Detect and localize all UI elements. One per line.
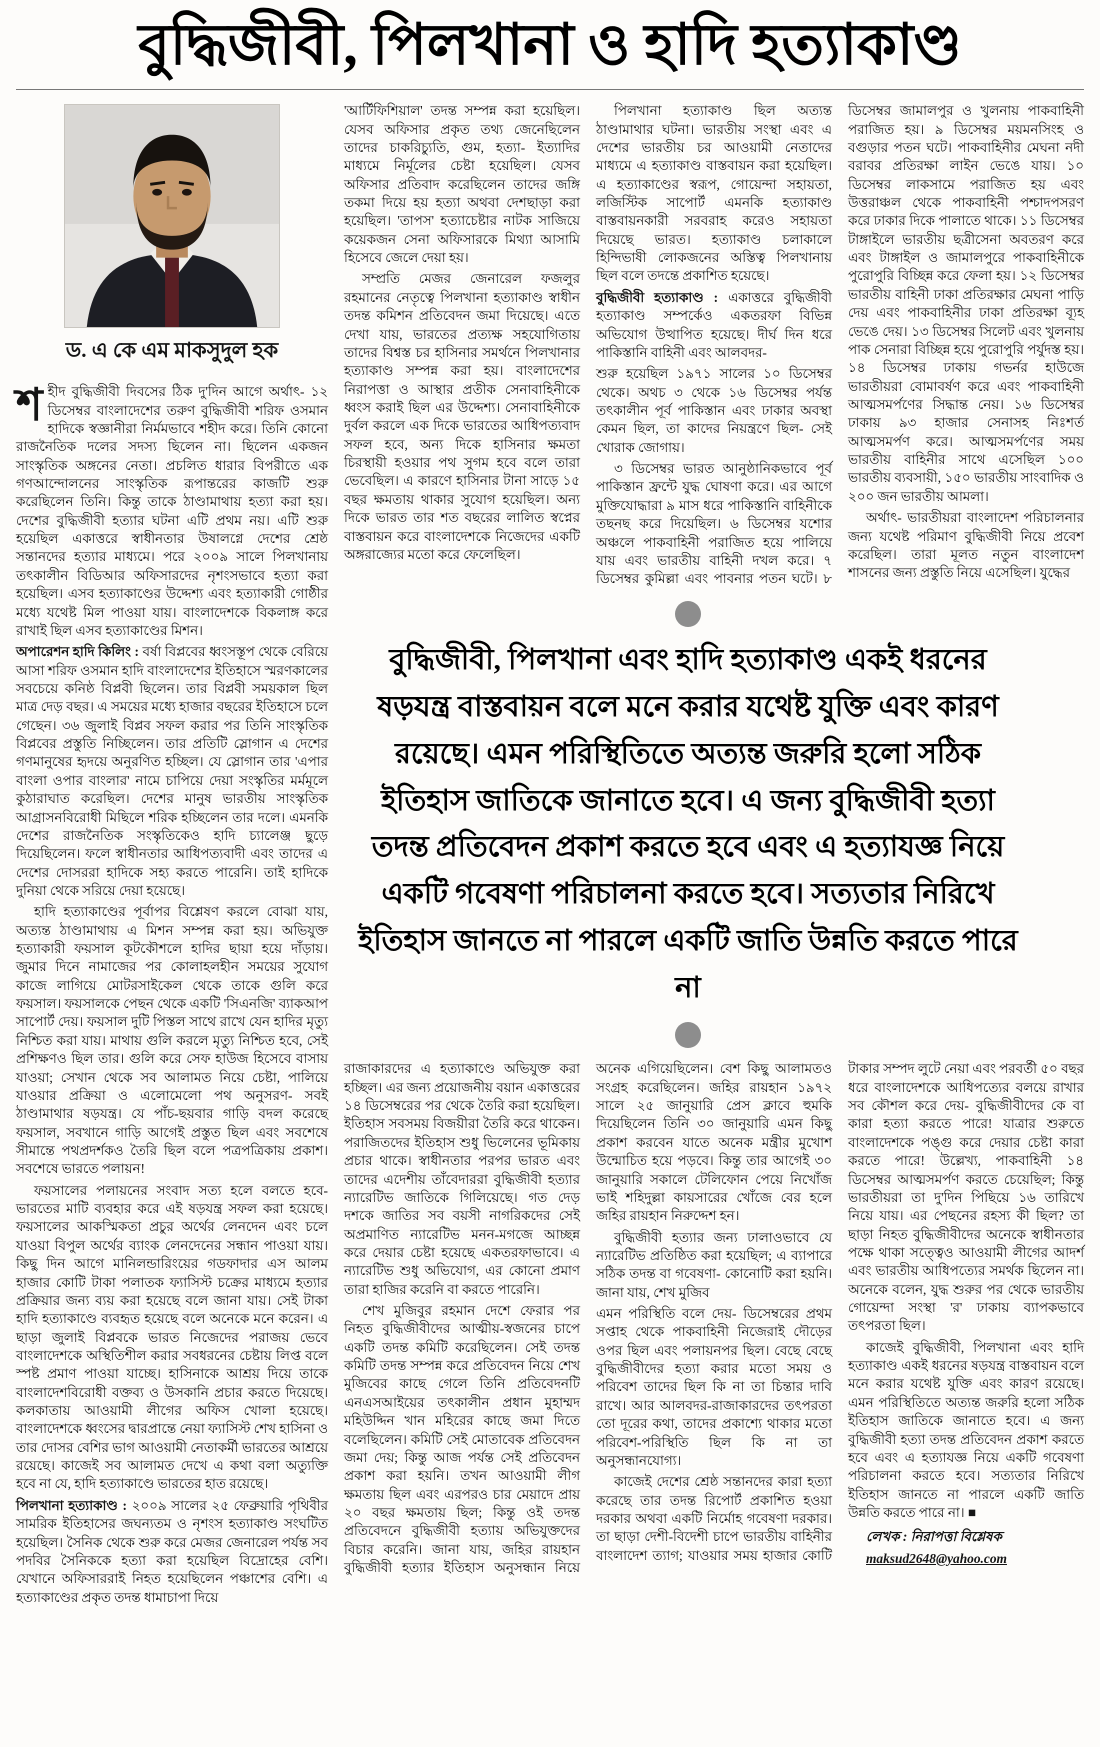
paragraph-text: বুদ্ধিজীবী হত্যার জন্য ঢালাওভাবে যে ন্যারেটিভ প্রতিষ্ঠিত করা হয়েছিল; এ ব্যাপারে সঠিক তদন্ত বা গবেষণা- কোনোটি করা হয়নি। জানা যায়, শেখ মুজিব [596,1229,832,1300]
paragraph-text: 'আর্টিফিশিয়াল' তদন্ত সম্পন্ন করা হয়েছিল। যেসব অফিসার প্রকৃত তথ্য জেনেছিলেন তাদের চাকরিচ্যুতি, গুম, হত্যা- ইত্যাদির মাধ্যমে নির্মূলের চেষ্টা হয়েছিল। যেসব অফিসার প্রতিবাদ করেছিলেন তাদের জঙ্গি তকমা দিয়ে হয় হত্যা অথবা দেশছাড়া করা হয়েছিল। 'তাপস' হত্যাচেষ্টার নাটক সাজিয়ে কয়েকজন সেনা অফিসারকে মিথ্যা আসামি হিসেবে জেলে দেয়া হয়। [344,103,580,266]
paragraph [596,1229,832,1302]
paragraph-text: শুরু হয়েছিল ১৯৭১ সালের ১০ ডিসেম্বর থেকে। অথচ ৩ থেকে ১৬ ডিসেম্বর পর্যন্ত তৎকালীন পূর্ব পাকিস্তান এবং ঢাকার অবস্থা কেমন ছিল, তা কাদের নিয়ন্ত্রণে ছিল- সেই খোরাক জোগায়। [596,366,832,455]
author-name: ড. এ কে এম মাকসুদুল হক [65,338,279,363]
paragraph-text: কাজেই দেশের শ্রেষ্ঠ সন্তানদের কারা হত্যা করেছে তার তদন্ত রিপোর্ট প্রকাশিত হওয়া দরকার অথবা একটি নির্মোহ গবেষণা দরকার। তা ছাড়া দেশী-বিদেশী চাপে ভারতীয় বাহিনীর বাংলাদেশ ত্যাগ; যাওয়ার সময় হাজার কোটি টাকার সম্পদ লুটে নেয়া এবং পরবর্তী ৫০ বছর ধরে বাংলাদেশকে আধিপত্যের বলয়ে রাখার সব কৌশল করে দেয়- বুদ্ধিজীবীদের কে বা কারা হত্যা করতে পারে! যাত্রার শুরুতে বাংলাদেশকে পঙ্গু করে দেয়ার চেষ্টা কারা করতে পারে! উল্লেখ্য, পাকবাহিনী ১৪ ডিসেম্বর আত্মসমর্পণ করতে চেয়েছিল; কিন্তু ভারতীয়রা তা দু'দিন পিছিয়ে ১৬ তারিখে নিয়ে যায়। এর পেছনের রহস্য কী ছিল? তা ছাড়া নিহত বুদ্ধিজীবীদের অনেকে স্বাধীনতার পক্ষে থাকা সত্ত্বেও আওয়ামী লীগের আদর্শ এবং ভারতীয় আধিপত্যের সমর্থক ছিলেন না। অনেকে বলেন, যুদ্ধ শুরুর পর থেকে ভারতীয় গোয়েন্দা সংস্থা 'র' ঢাকায় ব্যাপকভাবে তৎপরতা ছিল। [596,1061,1084,1563]
paragraph-text: এমন পরিস্থিতি বলে দেয়- ডিসেম্বরের প্রথম সপ্তাহ থেকে পাকবাহিনী নিজেরাই দৌড়ের ওপর ছিল এবং পলায়নপর ছিল। বেছে বেছে বুদ্ধিজীবীদের হত্যা করার মতো সময় ও পরিবেশ তাদের ছিল কি না তা চিন্তার দাবি রাখে। আর আলবদর-রাজাকারদের তৎপরতা তো দূরের কথা, তাদের প্রকাশ্যে থাকার মতো পরিবেশ-পরিস্থিতি ছিল কি না তা অনুসন্ধানযোগ্য। [596,1306,832,1468]
paragraph-text: রাজাকারদের এ হত্যাকাণ্ডে অভিযুক্ত করা হচ্ছিল। এর জন্য প্রয়োজনীয় বয়ান একাত্তরের ১৪ ডিসেম্বরের পর থেকে তৈরি করা হয়েছিল। ইতিহাস সবসময় বিজয়ীরা তৈরি করে থাকেন। পরাজিতদের ইতিহাস শুধু ভিলেনের ভূমিকায় প্রচার থাকে। স্বাধীনতার পরপর ভারত এবং তাদের এদেশীয় তাঁবেদাররা বুদ্ধিজীবী হত্যার ন্যারেটিভ জাতিকে গিলিয়েছে। গত দেড় দশকে জাতির সব বয়সী নাগরিকদের সেই অপ্রমাণিত ন্যারেটিভ মনন-মগজে আচ্ছন্ন করে দেয়ার চেষ্টা হয়েছে একতরফাভাবে। এ ন্যারেটিভ শুধু অভিযোগ, এর কোনো প্রমাণ তারা হাজির করেনি বা করতে পারেনি। [344,1061,580,1297]
article-bottom-section [344,1060,1084,1577]
pull-quote-dot-bottom [675,1022,701,1048]
author-email: maksud2648@yahoo.com [866,1550,1007,1566]
paragraph [16,1497,328,1607]
paragraph-text: অর্থাৎ- ভারতীয়রা বাংলাদেশ পরিচালনার জন্য যথেষ্ট পরিমাণ বুদ্ধিজীবী নিয়ে প্রবেশ করেছিল। তারা মূলত নতুন বাংলাদেশ শাসনের জন্য প্রস্তুতি নিয়ে এসেছিল। যুদ্ধের [848,510,1084,581]
paragraph-text: সম্প্রতি মেজর জেনারেল ফজলুর রহমানের নেতৃত্বে পিলখানা হত্যাকাণ্ড স্বাধীন তদন্ত কমিশন প্রতিবেদন জমা দিয়েছে। এতে দেখা যায়, ভারতের প্রত্যক্ষ সহযোগিতায় তাদের বিশ্বস্ত চর হাসিনার সমর্থনে পিলখানার হত্যাকাণ্ড সম্পন্ন করা হয়। বাংলাদেশের নিরাপত্তা ও আস্থার প্রতীক সেনাবাহিনীকে ধ্বংস করাই ছিল এর উদ্দেশ্য। সেনাবাহিনীকে দুর্বল করলে এক দিকে ভারতের আধিপত্যবাদ সফল হবে, অন্য দিকে হাসিনার ক্ষমতা চিরস্থায়ী হওয়ার পথ সুগম হবে বলে তারা ভেবেছিল। এ কারণে হাসিনার টানা সাড়ে ১৫ বছর ক্ষমতায় থাকার সুযোগ হয়েছিল। অন্য দিকে ভারত তার শত বছরের লালিত স্বপ্নের বাস্তবায়ন করে বাংলাদেশকে নিজেদের একটি অঙ্গরাজ্যের মতো করে ফেলেছিল। [344,271,580,562]
paragraph-text: পিলখানা হত্যাকাণ্ড ছিল অত্যন্ত ঠাণ্ডামাথার ঘটনা। ভারতীয় সংস্থা এবং এ দেশের ভারতীয় চর আওয়ামী নেতাদের মাধ্যমে এ হত্যাকাণ্ড বাস্তবায়ন করা হয়েছিল। এ হত্যাকাণ্ডের স্বরূপ, গোয়েন্দা সহায়তা, লজিস্টিক সাপোর্ট এমনকি হত্যাকাণ্ড বাস্তবায়নকারী সরবরাহ করেও সহায়তা দিয়েছে ভারত। হত্যাকাণ্ড চলাকালে হিন্দিভাষী লোকজনের অস্তিত্ব পিলখানায় ছিল বলে তদন্তে প্রকাশিত হয়েছে। [596,103,832,284]
paragraph [16,1182,328,1494]
section-heading-hadi-killing: অপারেশন হাদি কিলিং : [16,644,139,660]
author-photo [64,104,280,328]
paragraph-text: ফয়সালের পলায়নের সংবাদ সত্য হলে বলতে হবে- ভারতের মাটি ব্যবহার করে এই ষড়যন্ত্র সফল করা হয়েছে। ফয়সালের আকস্মিকতা প্রচুর অর্থের লেনদেন এবং চলে যাওয়া বিপুল অর্থের ব্যাংক লেনদেনের সন্ধান পাওয়া যায়। কিছু দিন আগে মানিলন্ডারিংয়ের গডফাদার এস আলম হাজার কোটি টাকা পলাতক ফ্যাসিস্ট চক্রের মাধ্যমে হত্যার প্রক্রিয়ার জন্য ব্যয় করা হয়েছে বলে জানা যায়। সেই টাকা হাদি হত্যাকাণ্ডে ব্যবহৃত হয়েছে বলে অনেকে মনে করেন। এ ছাড়া জুলাই বিপ্লবকে ভারত নিজেদের পরাজয় ভেবে বাংলাদেশকে অস্থিতিশীল করার সবধরনের চেষ্টায় লিপ্ত বলে স্পষ্ট প্রমাণ পাওয়া যাচ্ছে। হাসিনাকে আশ্রয় দিয়ে তাকে বাংলাদেশবিরোধী বক্তব্য ও উসকানি প্রচার করতে দিয়েছে। কলকাতায় আওয়ামী লীগের অফিস খোলা হয়েছে। বাংলাদেশকে ধ্বংসের দ্বারপ্রান্তে নেয়া ফ্যাসিস্ট শেখ হাসিনা ও তার দোসর বেশির ভাগ আওয়ামী নেতাকর্মী ভারতের আশ্রয়ে রয়েছে। কাজেই সব আলামত দেখে এ কথা বলা অত্যুক্তি হবে না যে, হাদি হত্যাকাণ্ডে ভারতের হাত রয়েছে। [16,1182,328,1492]
article-headline: বুদ্ধিজীবী, পিলখানা ও হাদি হত্যাকাণ্ড [138,14,962,77]
article-body [16,102,1084,1610]
article-column-right-area [344,102,1084,1577]
paragraph-text: ২০০৯ সালের ২৫ ফেব্রুয়ারি পৃথিবীর সামরিক ইতিহাসের জঘন্যতম ও নৃশংস হত্যাকাণ্ড সংঘটিত হয়েছিল। সৈনিক থেকে শুরু করে মেজর জেনারেল পর্যন্ত সব পদবির সৈনিককে হত্যা করা হয়েছিল বিদ্রোহের বেশি। যেখানে অফিসাররাই নিহত হয়েছিলেন পঞ্চাশের বেশি। এ হত্যাকাণ্ডের প্রকৃত তদন্ত ধামাচাপা দিয়ে [16,1497,329,1605]
paragraph [344,1060,580,1299]
paragraph-text: হাদি হত্যাকাণ্ডের পূর্বাপর বিশ্লেষণ করলে বোঝা যায়, অত্যন্ত ঠাণ্ডামাথায় এ মিশন সম্পন্ন করা হয়। অভিযুক্ত হত্যাকারী ফয়সাল কূটকৌশলে হাদির ছায়া হয়ে দাঁড়ায়। জুমার দিনে নামাজের পর কোলাহলহীন সময়ের সুযোগ কাজে লাগিয়ে মোটরসাইকেল থেকে তাকে গুলি করে ফয়সাল। ফয়সালকে পেছন থেকে একটি 'সিএনজি' ব্যাকআপ সাপোর্ট দেয়। ফয়সাল দুটি পিস্তল সাথে রাখে যেন হাদির মৃত্যু নিশ্চিত করা যায়। মাথায় গুলি করলে মৃত্যু নিশ্চিত হবে, সেই প্রশিক্ষণও ছিল তার। গুলি করে সেফ হাউজ হিসেবে বাসায় যাওয়া; সেখান থেকে সব আলামত নিয়ে চেষ্টা, পালিয়ে যাওয়ার প্রক্রিয়া ও এলোমেলো পথ অনুসরণ- সবই ঠাণ্ডামাথার ষড়যন্ত্র। যে পাঁচ-ছয়বার গাড়ি বদল করেছে ফয়সাল, সবখানে গাড়ি আগেই প্রস্তুত ছিল এবং সবশেষে সীমান্তে পথপ্রদর্শকও তৈরি ছিল বলে পত্রপত্রিকায় প্রকাশ। সবশেষে ভারতে পলায়ন! [16,904,328,1177]
paragraph-text: একাত্তরে বুদ্ধিজীবী হত্যাকাণ্ড সম্পর্কেও একতরফা বিভিন্ন অভিযোগ উত্থাপিত হয়েছে। দীর্ঘ দিন ধরে পাকিস্তানি বাহিনী এবং আলবদর- [596,289,833,360]
article-top-section [344,102,1084,588]
headline-divider [16,89,1084,90]
paragraph [344,102,580,267]
paragraph-text: হীদ বুদ্ধিজীবী দিবসের ঠিক দু'দিন আগে অর্থাৎ- ১২ ডিসেম্বর বাংলাদেশের তরুণ বুদ্ধিজীবী শরিফ ওসমান হাদিকে স্বজ্ঞানীরা নির্মমভাবে শহীদ করে। তিনি কোনো রাজনৈতিক দলের সদস্য ছিলেন না। ছিলেন একজন সাংস্কৃতিক অঙ্গনের নেতা। প্রচলিত ধারার বিপরীতে এক গণআন্দোলনের সাংস্কৃতিক রূপান্তরের কাজটি শুরু করেছিলেন তিনি। কিন্তু তাকে ঠাণ্ডামাথায় হত্যা করা হয়। দেশের বুদ্ধিজীবী হত্যার ঘটনা এটি প্রথম নয়। এটি শুরু হয়েছিল একাত্তরে স্বাধীনতার উষালগ্নে দেশের শ্রেষ্ঠ সন্তানদের হত্যার মাধ্যমে। পরে ২০০৯ সালে পিলখানায় তৎকালীন বিডিআর অফিসারদের নৃশংসভাবে হত্যা করা হয়েছিল। এসব হত্যাকাণ্ডের উদ্দেশ্য এবং হত্যাকারী গোষ্ঠীর মধ্যে যথেষ্ট মিল পাওয়া যায়। বাংলাদেশকে বিকলাঙ্গ করে রাখাই ছিল এসব হত্যাকাণ্ডের মিশন। [16,384,328,638]
article-column-left [16,102,328,1610]
paragraph [344,270,580,564]
section-heading-pilkhana: পিলখানা হত্যাকাণ্ড : [16,1497,127,1513]
paragraph [596,102,832,286]
drop-cap: শ [16,380,43,431]
pull-quote-block [352,601,1024,1049]
paragraph-text: বর্ষা বিপ্লবের ধ্বংসস্তূপ থেকে বেরিয়ে আসা শরিফ ওসমান হাদি বাংলাদেশের ইতিহাসে স্মরণকালের সবচেয়ে কনিষ্ঠ বিপ্লবী ছিলেন। তার বিপ্লবী সময়কাল ছিল মাত্র দেড় বছর। এ সময়ের মধ্যে হাজার বছরের ইতিহাসে চলে গেছেন। ৩৬ জুলাই বিপ্লব সফল করার পর তিনি সাংস্কৃতিক বিপ্লবের প্রস্তুতি নিচ্ছিলেন। তার প্রতিটি স্লোগান এ দেশের গণমানুষের হৃদয়ে অনুরণিত হচ্ছিল। যে স্লোগান তার 'এপার বাংলা ওপার বাংলার' নামে চাপিয়ে দেয়া সংস্কৃতির মর্মমূলে কুঠারাঘাত করেছিল। দেশের মানুষ ভারতীয় সাংস্কৃতিক আগ্রাসনবিরোধী মিছিলে শরিক হচ্ছিলেন তার দলে। এমনকি দেশের রাজনৈতিক সংস্কৃতিকেও হাদি চ্যালেঞ্জ ছুড়ে দিয়েছিলেন। ফলে স্বাধীনতার আধিপত্যবাদী এবং তাদের এ দেশের দোসররা হাদিকে সহ্য করতে পারেনি। তাই হাদিকে দুনিয়া থেকে সরিয়ে দেয়া হয়েছে। [16,644,328,898]
paragraph [16,903,328,1178]
paragraph [16,380,328,640]
paragraph-text: শেখ মুজিবুর রহমান দেশে ফেরার পর নিহত বুদ্ধিজীবীদের আত্মীয়-স্বজনের চাপে একটি তদন্ত কমিটি করেছিলেন। সেই তদন্ত কমিটি তদন্ত সম্পন্ন করে প্রতিবেদন নিয়ে শেখ মুজিবের কাছে গেলে তিনি প্রতিবেদনটি এনএসআইয়ের তৎকালীন প্রধান মুহাম্মদ মহিউদ্দিন খান মহিরের কাছে জমা দিতে বলেছিলেন। কমিটি সেই মোতাবেক প্রতিবেদন জমা দেয়; কিন্তু আজ পর্যন্ত সেই প্রতিবেদন প্রকাশ করা হয়নি। তখন আওয়ামী লীগ ক্ষমতায় ছিল এবং এরপরও চার মেয়াদে প্রায় ২০ বছর ক্ষমতায় ছিল; কিন্তু ওই তদন্ত প্রতিবেদনে বুদ্ধিজীবী হত্যায় অভিযুক্তদের বিচার করেনি। জানা যায়, জহির রায়হান বুদ্ধিজীবী হত্যার ইতিহাস অনুসন্ধান নিয়ে অনেক এগিয়েছিলেন। বেশ কিছু আলামতও সংগ্রহ করেছিলেন। জহির রায়হান ১৯৭২ সালে ২৫ জানুয়ারি প্রেস ক্লাবে হুমকি দিয়েছিলেন তিনি ৩০ জানুয়ারি এমন কিছু প্রকাশ করবেন যাতে অনেক মন্ত্রীর মুখোশ উন্মোচিত হয়ে পড়বে। কিন্তু তার আগেই ৩০ জানুয়ারি সকালে টেলিফোন পেয়ে নিখোঁজ ভাই শহিদুল্লা কায়সারের খোঁজে বের হলে জহির রায়হান নিরুদ্দেশ হন। [344,1061,832,1576]
paragraph [596,1305,832,1470]
paragraph [848,509,1084,582]
paragraph-text: ৩ ডিসেম্বর ভারত আনুষ্ঠানিকভাবে পূর্ব পাকিস্তান ফ্রন্টে যুদ্ধ ঘোষণা করে। এর আগে মুক্তিযোদ্ধারা ৯ মাস ধরে পাকিস্তানি বাহিনীকে তছনছ করে দিয়েছিল। ৬ ডিসেম্বর যশোর অঞ্চলে পাকবাহিনী পরাজিত হয়ে পালিয়ে যায় এবং ভারতীয় বাহিনী দখল করে। ৭ ডিসেম্বর কুমিল্লা এবং পাবনার পতন ঘটে। ৮ ডিসেম্বর জামালপুর ও খুলনায় পাকবাহিনী পরাজিত হয়। ৯ ডিসেম্বর ময়মনসিংহ ও বগুড়ার পতন ঘটে। পাকবাহিনীর মেঘনা নদী বরাবর প্রতিরক্ষা লাইন ভেঙে যায়। ১০ ডিসেম্বর লাকসামে পরাজিত হয় এবং উত্তরাঞ্চল থেকে পাকবাহিনী পশ্চাদপসরণ করে ঢাকার দিকে পালাতে থাকে। ১১ ডিসেম্বর টাঙ্গাইলে ভারতীয় ছত্রীসেনা অবতরণ করে এবং টাঙ্গাইল ও জামালপুরে পাকবাহিনীকে পুরোপুরি বিচ্ছিন্ন করে ফেলা হয়। ১২ ডিসেম্বর ভারতীয় বাহিনী ঢাকা প্রতিরক্ষার মেঘনা পাড়ি দেয় এবং পাকবাহিনীর ঢাকা প্রতিরক্ষা ব্যূহ ভেঙে দেয়। ১৩ ডিসেম্বর সিলেট এবং খুলনায় পাক সেনারা বিচ্ছিন্ন হয়ে পুরোপুরি পর্যুদস্ত হয়। ১৪ ডিসেম্বর ঢাকায় গভর্নর হাউজে ভারতীয়রা বোমাবর্ষণ করে এবং পাকবাহিনী আত্মসমর্পণের সিদ্ধান্ত নেয়। ১৬ ডিসেম্বর ঢাকায় ৯৩ হাজার সেনাসহ নিঃশর্ত আত্মসমর্পণ করে। আত্মসমর্পণের সময় ভারতীয় বাহিনীর সাথে এসেছিল ১০০ ভারতীয় ব্যবসায়ী, ১৫০ ভারতীয় সাংবাদিক ও ২০০ জন ভারতীয় আমলা। [596,103,1084,587]
paragraph-text: কাজেই বুদ্ধিজীবী, পিলখানা এবং হাদি হত্যাকাণ্ড একই ধরনের ষড়যন্ত্র বাস্তবায়ন বলে মনে করার যথেষ্ট যুক্তি এবং কারণ রয়েছে। এমন পরিস্থিতিতে অত্যন্ত জরুরি হলো সঠিক ইতিহাস জাতিকে জানাতে হবে। এ জন্য বুদ্ধিজীবী হত্যা তদন্ত প্রতিবেদন প্রকাশ করতে হবে এবং এ হত্যাযজ্ঞ নিয়ে একটি গবেষণা পরিচালনা করতে হবে। সত্যতার নিরিখে ইতিহাস জানতে না পারলে একটি জাতি উন্নতি করতে পারে না। ■ [848,1339,1084,1520]
pull-quote-dot-top [675,601,701,627]
pull-quote-text: বুদ্ধিজীবী, পিলখানা এবং হাদি হত্যাকাণ্ড একই ধরনের ষড়যন্ত্র বাস্তবায়ন বলে মনে করার যথেষ্ট যুক্তি এবং কারণ রয়েছে। এমন পরিস্থিতিতে অত্যন্ত জরুরি হলো সঠিক ইতিহাস জাতিকে জানাতে হবে। এ জন্য বুদ্ধিজীবী হত্যা তদন্ত প্রতিবেদন প্রকাশ করতে হবে এবং এ হত্যাযজ্ঞ নিয়ে একটি গবেষণা পরিচালনা করতে হবে। সত্যতার নিরিখে ইতিহাস জানতে না পারলে একটি জাতি উন্নতি করতে পারে না [358,643,1018,1005]
author-byline: লেখক : নিরাপত্তা বিশ্লেষক [866,1529,1002,1545]
paragraph [848,1339,1084,1523]
paragraph [16,643,328,900]
article-footer [848,1528,1084,1568]
section-heading-buddhijibi: বুদ্ধিজীবী হত্যাকাণ্ড : [596,289,719,305]
paragraph [596,289,832,362]
author-portrait-image [64,104,280,328]
paragraph [596,365,832,457]
